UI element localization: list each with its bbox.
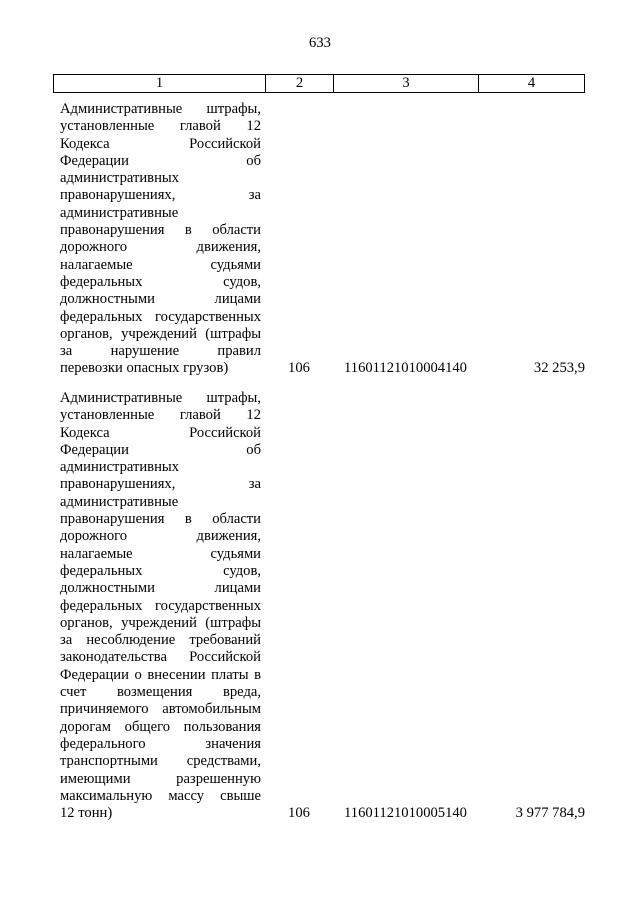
description-line: правонарушениях, за [60, 476, 261, 493]
description-line: имеющими разрешенную [60, 770, 261, 787]
description-line: правонарушениях, за [60, 187, 261, 204]
header-col-4: 4 [478, 75, 584, 92]
description-line: установленные главой 12 [60, 407, 261, 424]
description-line: максимальную массу свыше [60, 787, 261, 804]
description-line: административные [60, 493, 179, 510]
description-line: Федерации о внесении платы в [60, 666, 261, 683]
description-line: федеральных государственных [60, 597, 261, 614]
description-line: правонарушения в области [60, 511, 261, 528]
description-line: органов, учреждений (штрафы [60, 614, 261, 631]
description-line: налагаемые судьями [60, 256, 261, 273]
description-line: Федерации об [60, 152, 261, 169]
table-row [53, 101, 585, 378]
header-col-3: 3 [333, 75, 478, 92]
table-header-row [53, 74, 585, 93]
description-line: счет возмещения вреда, [60, 684, 261, 701]
header-col-1: 1 [155, 75, 164, 91]
description-line: налагаемые судьями [60, 545, 261, 562]
admin-code-cell: 106 [288, 805, 310, 822]
description-line: Федерации об [60, 441, 261, 458]
description-line: Административные штрафы, [60, 101, 261, 117]
table-row [53, 390, 585, 822]
amount-cell: 32 253,9 [533, 360, 585, 377]
description-line: Административные штрафы, [60, 390, 261, 406]
description-line: административных [60, 459, 179, 476]
kbk-code-cell: 11601121010004140 [344, 360, 467, 377]
header-col-2: 2 [265, 75, 333, 92]
description-line: федеральных государственных [60, 308, 261, 325]
description-line: должностными лицами [60, 580, 261, 597]
kbk-code-cell: 11601121010005140 [344, 805, 467, 822]
admin-code-cell: 106 [288, 360, 310, 377]
description-line: дорогам общего пользования [60, 718, 261, 735]
amount-cell: 3 977 784,9 [515, 805, 585, 822]
row-description [53, 390, 265, 822]
description-line: федеральных судов, [60, 562, 261, 579]
row-description [53, 101, 265, 378]
description-line: федерального значения [60, 735, 261, 752]
page-number: 633 [309, 35, 331, 51]
description-line: дорожного движения, [60, 528, 261, 545]
description-line: Кодекса Российской [60, 424, 261, 441]
description-line: административных [60, 170, 179, 187]
description-line: должностными лицами [60, 291, 261, 308]
description-line: административные [60, 204, 179, 221]
description-line: установленные главой 12 [60, 118, 261, 135]
description-line: органов, учреждений (штрафы [60, 325, 261, 342]
description-line: причиняемого автомобильным [60, 701, 261, 718]
description-line: за несоблюдение требований [60, 632, 261, 649]
description-line: перевозки опасных грузов) [60, 360, 229, 377]
description-line: правонарушения в области [60, 222, 261, 239]
description-line: законодательства Российской [60, 649, 261, 666]
description-line: федеральных судов, [60, 273, 261, 290]
description-line: 12 тонн) [60, 805, 113, 822]
description-line: дорожного движения, [60, 239, 261, 256]
description-line: транспортными средствами, [60, 753, 261, 770]
description-line: Кодекса Российской [60, 135, 261, 152]
description-line: за нарушение правил [60, 343, 261, 360]
